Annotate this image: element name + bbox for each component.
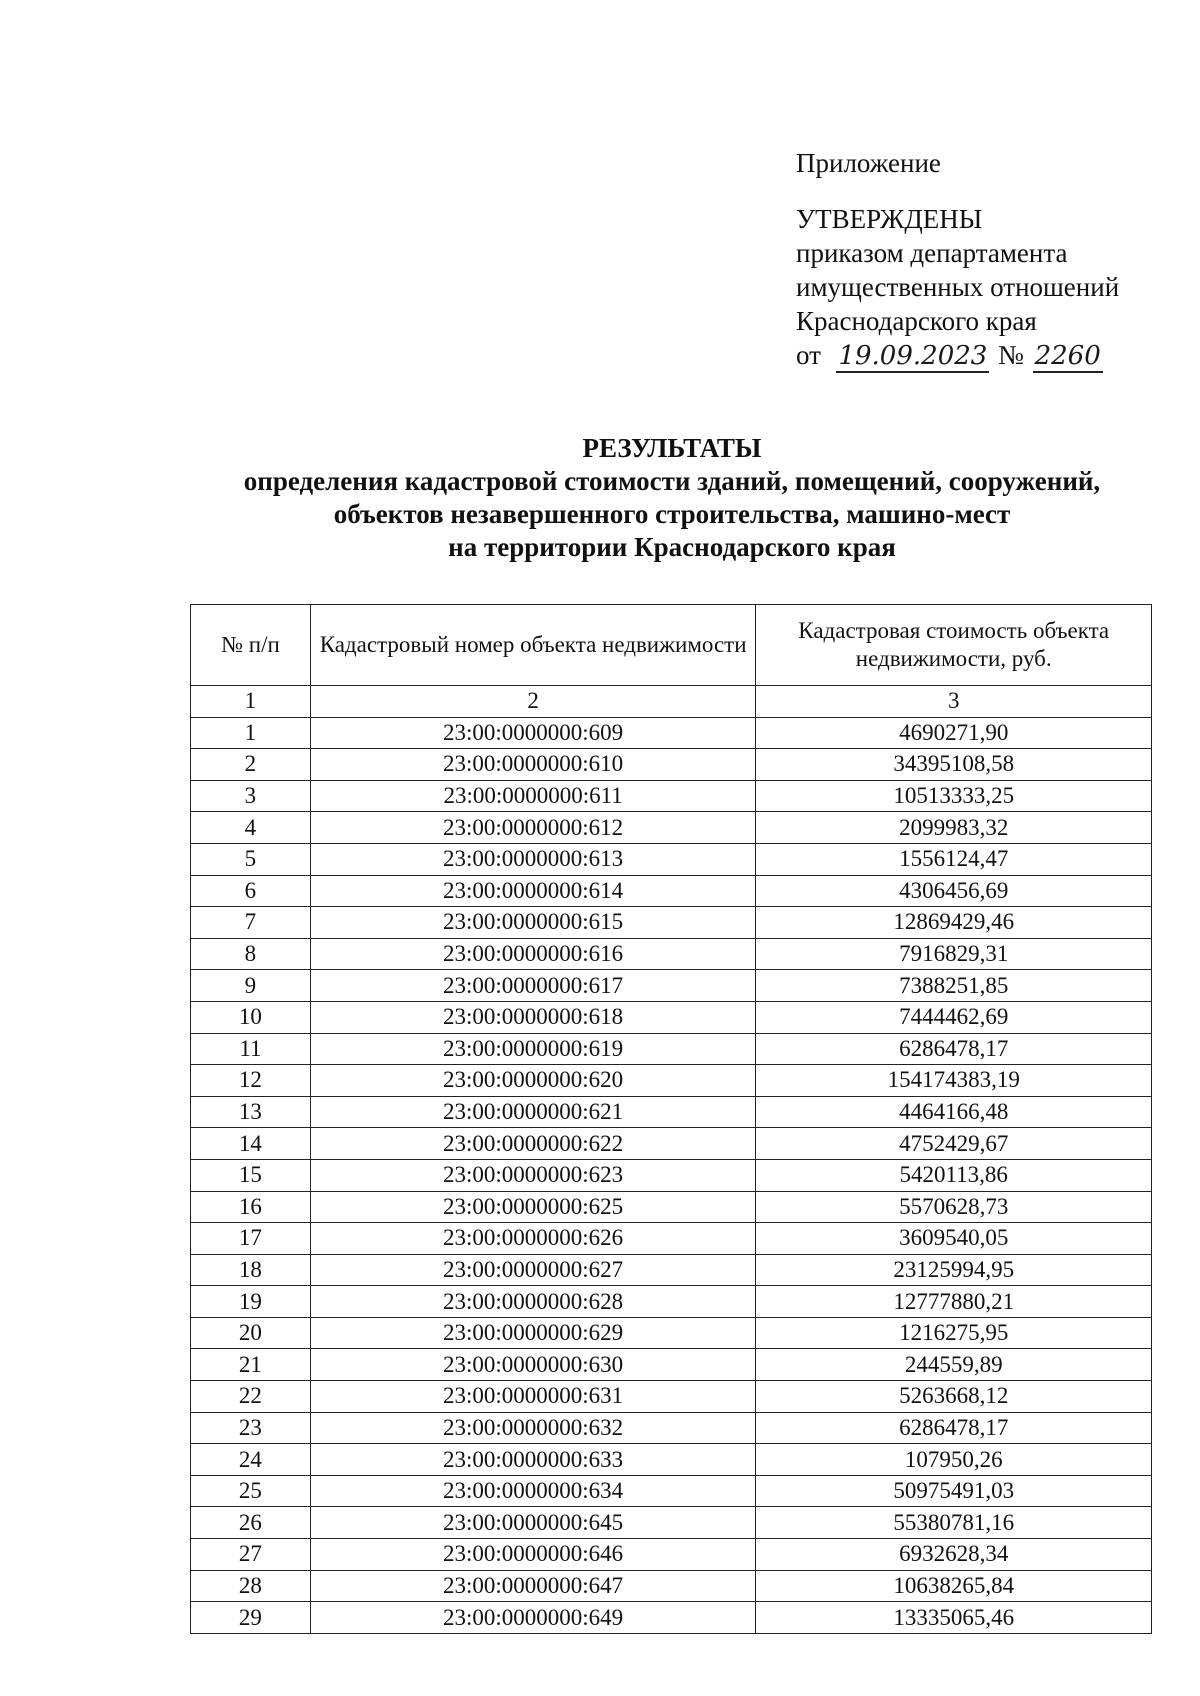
cadastral-number: 23:00:0000000:627 [310, 1254, 756, 1286]
cadastral-value: 107950,26 [756, 1444, 1152, 1476]
column-number: 1 [191, 686, 311, 718]
cadastral-number: 23:00:0000000:626 [310, 1223, 756, 1255]
row-index: 23 [191, 1412, 311, 1444]
row-index: 6 [191, 875, 311, 907]
table-row [191, 1191, 1152, 1223]
table-row [191, 717, 1152, 749]
title-heading: РЕЗУЛЬТАТЫ [582, 433, 762, 463]
cadastral-number: 23:00:0000000:614 [310, 875, 756, 907]
row-index: 27 [191, 1539, 311, 1571]
row-index: 10 [191, 1001, 311, 1033]
table-row [191, 1096, 1152, 1128]
cadastral-value: 50975491,03 [756, 1475, 1152, 1507]
cadastral-value: 13335065,46 [756, 1602, 1152, 1634]
cadastral-value: 34395108,58 [756, 749, 1152, 781]
table-row [191, 1001, 1152, 1033]
row-index: 26 [191, 1507, 311, 1539]
cadastral-value: 5420113,86 [756, 1159, 1152, 1191]
cadastral-number: 23:00:0000000:609 [310, 717, 756, 749]
cadastral-number: 23:00:0000000:632 [310, 1412, 756, 1444]
cadastral-value: 12869429,46 [756, 907, 1152, 939]
cadastral-value: 55380781,16 [756, 1507, 1152, 1539]
table-row [191, 1128, 1152, 1160]
row-index: 28 [191, 1570, 311, 1602]
table-row [191, 1254, 1152, 1286]
table-row [191, 843, 1152, 875]
row-index: 2 [191, 749, 311, 781]
table-row [191, 1602, 1152, 1634]
cadastral-value-table [190, 604, 1152, 1634]
cadastral-value: 10638265,84 [756, 1570, 1152, 1602]
cadastral-value: 5263668,12 [756, 1381, 1152, 1413]
cadastral-number: 23:00:0000000:647 [310, 1570, 756, 1602]
table-row [191, 938, 1152, 970]
cadastral-number: 23:00:0000000:646 [310, 1539, 756, 1571]
row-index: 14 [191, 1128, 311, 1160]
table-row [191, 1539, 1152, 1571]
cadastral-value: 244559,89 [756, 1349, 1152, 1381]
cadastral-value: 3609540,05 [756, 1223, 1152, 1255]
table-row [191, 1286, 1152, 1318]
table-row [191, 1349, 1152, 1381]
cadastral-value: 23125994,95 [756, 1254, 1152, 1286]
column-number: 3 [756, 686, 1152, 718]
table-row [191, 1475, 1152, 1507]
number-prefix: № [998, 340, 1024, 370]
table-row [191, 1317, 1152, 1349]
cadastral-number: 23:00:0000000:623 [310, 1159, 756, 1191]
cadastral-value: 4306456,69 [756, 875, 1152, 907]
row-index: 13 [191, 1096, 311, 1128]
row-index: 11 [191, 1033, 311, 1065]
order-date: 19.09.2023 [838, 341, 988, 371]
cadastral-value: 2099983,32 [756, 812, 1152, 844]
row-index: 8 [191, 938, 311, 970]
cadastral-number: 23:00:0000000:620 [310, 1065, 756, 1097]
header-number: № п/п [191, 605, 311, 686]
table-row [191, 1381, 1152, 1413]
row-index: 20 [191, 1317, 311, 1349]
row-index: 18 [191, 1254, 311, 1286]
row-index: 21 [191, 1349, 311, 1381]
title-line-1: определения кадастровой стоимости зданий, помещений, сооружений, [243, 466, 1101, 496]
cadastral-number: 23:00:0000000:629 [310, 1317, 756, 1349]
cadastral-number: 23:00:0000000:613 [310, 843, 756, 875]
document-title [0, 432, 1200, 564]
cadastral-value: 4690271,90 [756, 717, 1152, 749]
cadastral-number: 23:00:0000000:612 [310, 812, 756, 844]
cadastral-value: 7444462,69 [756, 1001, 1152, 1033]
cadastral-value: 1556124,47 [756, 843, 1152, 875]
row-index: 4 [191, 812, 311, 844]
table-row [191, 907, 1152, 939]
cadastral-value: 6286478,17 [756, 1033, 1152, 1065]
approval-block [796, 146, 1176, 372]
cadastral-value: 4752429,67 [756, 1128, 1152, 1160]
table-row [191, 1065, 1152, 1097]
column-number: 2 [310, 686, 756, 718]
table-row [191, 1223, 1152, 1255]
cadastral-value: 7388251,85 [756, 970, 1152, 1002]
table-row [191, 875, 1152, 907]
cadastral-value: 4464166,48 [756, 1096, 1152, 1128]
cadastral-value: 12777880,21 [756, 1286, 1152, 1318]
table-row [191, 1444, 1152, 1476]
cadastral-number: 23:00:0000000:631 [310, 1381, 756, 1413]
table-row [191, 1033, 1152, 1065]
cadastral-number: 23:00:0000000:634 [310, 1475, 756, 1507]
date-prefix: от [796, 340, 821, 370]
cadastral-value: 154174383,19 [756, 1065, 1152, 1097]
table-row [191, 1507, 1152, 1539]
cadastral-number: 23:00:0000000:616 [310, 938, 756, 970]
cadastral-value: 6932628,34 [756, 1539, 1152, 1571]
approved-label: УТВЕРЖДЕНЫ [796, 204, 983, 234]
cadastral-value: 6286478,17 [756, 1412, 1152, 1444]
row-index: 15 [191, 1159, 311, 1191]
cadastral-number: 23:00:0000000:649 [310, 1602, 756, 1634]
cadastral-value: 5570628,73 [756, 1191, 1152, 1223]
approval-line-2: имущественных отношений [796, 272, 1120, 302]
title-line-3: на территории Краснодарского края [448, 532, 896, 562]
cadastral-value: 10513333,25 [756, 780, 1152, 812]
cadastral-number: 23:00:0000000:619 [310, 1033, 756, 1065]
row-index: 7 [191, 907, 311, 939]
appendix-label: Приложение [796, 148, 941, 178]
row-index: 22 [191, 1381, 311, 1413]
row-index: 19 [191, 1286, 311, 1318]
table-row [191, 970, 1152, 1002]
order-number: 2260 [1034, 341, 1101, 371]
order-date-line [796, 338, 1176, 372]
cadastral-value: 7916829,31 [756, 938, 1152, 970]
title-line-2: объектов незавершенного строительства, машино-мест [333, 499, 1011, 529]
cadastral-number: 23:00:0000000:610 [310, 749, 756, 781]
header-cadastral-number: Кадастровый номер объекта недвижимости [310, 605, 756, 686]
row-index: 24 [191, 1444, 311, 1476]
cadastral-number: 23:00:0000000:625 [310, 1191, 756, 1223]
approval-line-1: приказом департамента [796, 238, 1068, 268]
cadastral-number: 23:00:0000000:611 [310, 780, 756, 812]
row-index: 25 [191, 1475, 311, 1507]
cadastral-number: 23:00:0000000:633 [310, 1444, 756, 1476]
row-index: 16 [191, 1191, 311, 1223]
table-row [191, 1412, 1152, 1444]
cadastral-number: 23:00:0000000:618 [310, 1001, 756, 1033]
row-index: 9 [191, 970, 311, 1002]
row-index: 3 [191, 780, 311, 812]
cadastral-number: 23:00:0000000:617 [310, 970, 756, 1002]
cadastral-number: 23:00:0000000:628 [310, 1286, 756, 1318]
table-row [191, 780, 1152, 812]
cadastral-number: 23:00:0000000:622 [310, 1128, 756, 1160]
cadastral-number: 23:00:0000000:645 [310, 1507, 756, 1539]
header-cadastral-value: Кадастровая стоимость объекта недвижимости, руб. [756, 605, 1152, 686]
cadastral-number: 23:00:0000000:621 [310, 1096, 756, 1128]
row-index: 12 [191, 1065, 311, 1097]
table-row [191, 749, 1152, 781]
column-number-row [191, 686, 1152, 718]
cadastral-value: 1216275,95 [756, 1317, 1152, 1349]
table-row [191, 812, 1152, 844]
row-index: 17 [191, 1223, 311, 1255]
table-row [191, 1159, 1152, 1191]
cadastral-number: 23:00:0000000:615 [310, 907, 756, 939]
row-index: 29 [191, 1602, 311, 1634]
row-index: 5 [191, 843, 311, 875]
row-index: 1 [191, 717, 311, 749]
approval-line-3: Краснодарского края [796, 306, 1037, 336]
table-row [191, 1570, 1152, 1602]
cadastral-number: 23:00:0000000:630 [310, 1349, 756, 1381]
table-header-row [191, 605, 1152, 686]
